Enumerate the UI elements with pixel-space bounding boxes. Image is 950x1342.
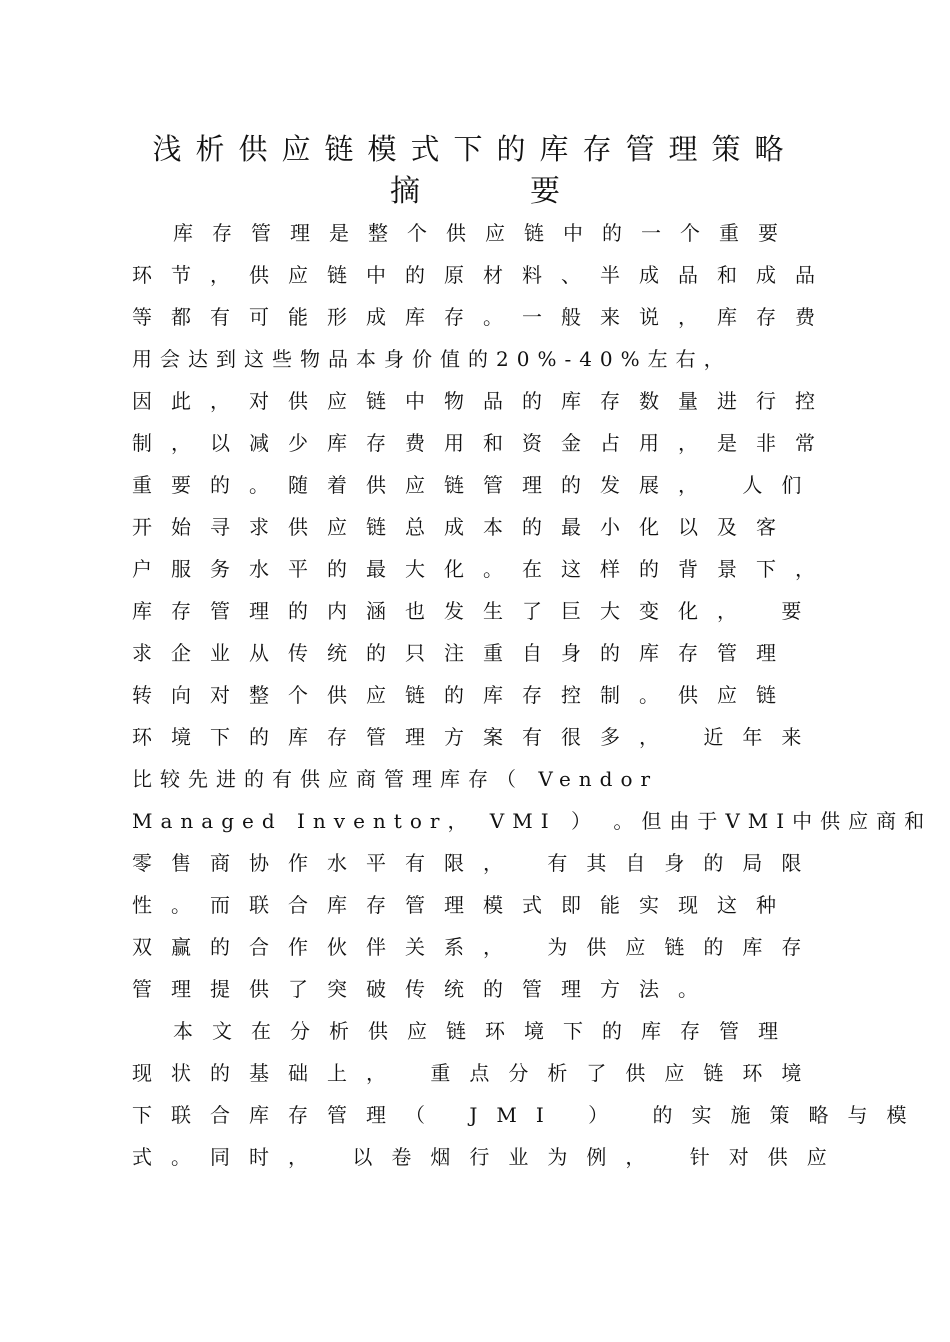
text-line: 式。同时， 以卷烟行业为例， 针对供应: [132, 1145, 846, 1169]
text-line: 户服务水平的最大化。在这样的背景下，: [132, 557, 834, 581]
text-line: 双赢的合作伙伴关系， 为供应链的库存: [132, 935, 821, 959]
text-line: 制，以减少库存费用和资金占用，是非常: [132, 431, 834, 455]
text-line: 环节，供应链中的原材料、半成品和成品: [132, 263, 834, 287]
text-line: 转向对整个供应链的库存控制。供应链: [132, 683, 795, 707]
text-line: 开始寻求供应链总成本的最小化以及客: [132, 515, 795, 539]
text-line: 求企业从传统的只注重自身的库存管理: [132, 641, 795, 665]
text-line: 环境下的库存管理方案有很多， 近年来: [132, 725, 821, 749]
text-line: 库存管理的内涵也发生了巨大变化， 要: [132, 599, 821, 623]
text-line: 零售商协作水平有限， 有其自身的局限: [132, 851, 821, 875]
text-line: 用会达到这些物品本身价值的20%-40%左右，: [132, 347, 732, 371]
document-title: 浅析供应链模式下的库存管理策略: [152, 132, 798, 166]
text-line: 现状的基础上， 重点分析了供应链环境: [132, 1061, 821, 1085]
text-line: 因此，对供应链中物品的库存数量进行控: [132, 389, 834, 413]
text-line: 等都有可能形成库存。一般来说，库存费: [132, 305, 834, 329]
text-line: 重要的。随着供应链管理的发展， 人们: [132, 473, 821, 497]
text-line: 本文在分析供应链环境下的库存管理: [173, 1019, 797, 1043]
text-line: 管理提供了突破传统的管理方法。: [132, 977, 717, 1001]
text-line: 比较先进的有供应商管理库存（ Vendor: [132, 767, 659, 791]
abstract-body: [132, 212, 933, 1178]
text-line: Managed Inventor， VMI ） 。但由于VMI中供应商和: [132, 809, 933, 833]
text-line: 性。而联合库存管理模式即能实现这种: [132, 893, 795, 917]
abstract-heading: 摘要: [390, 174, 670, 209]
text-line: 库存管理是整个供应链中的一个重要: [173, 221, 797, 245]
text-line: 下联合库存管理（ JMI ） 的实施策略与模: [132, 1103, 926, 1127]
